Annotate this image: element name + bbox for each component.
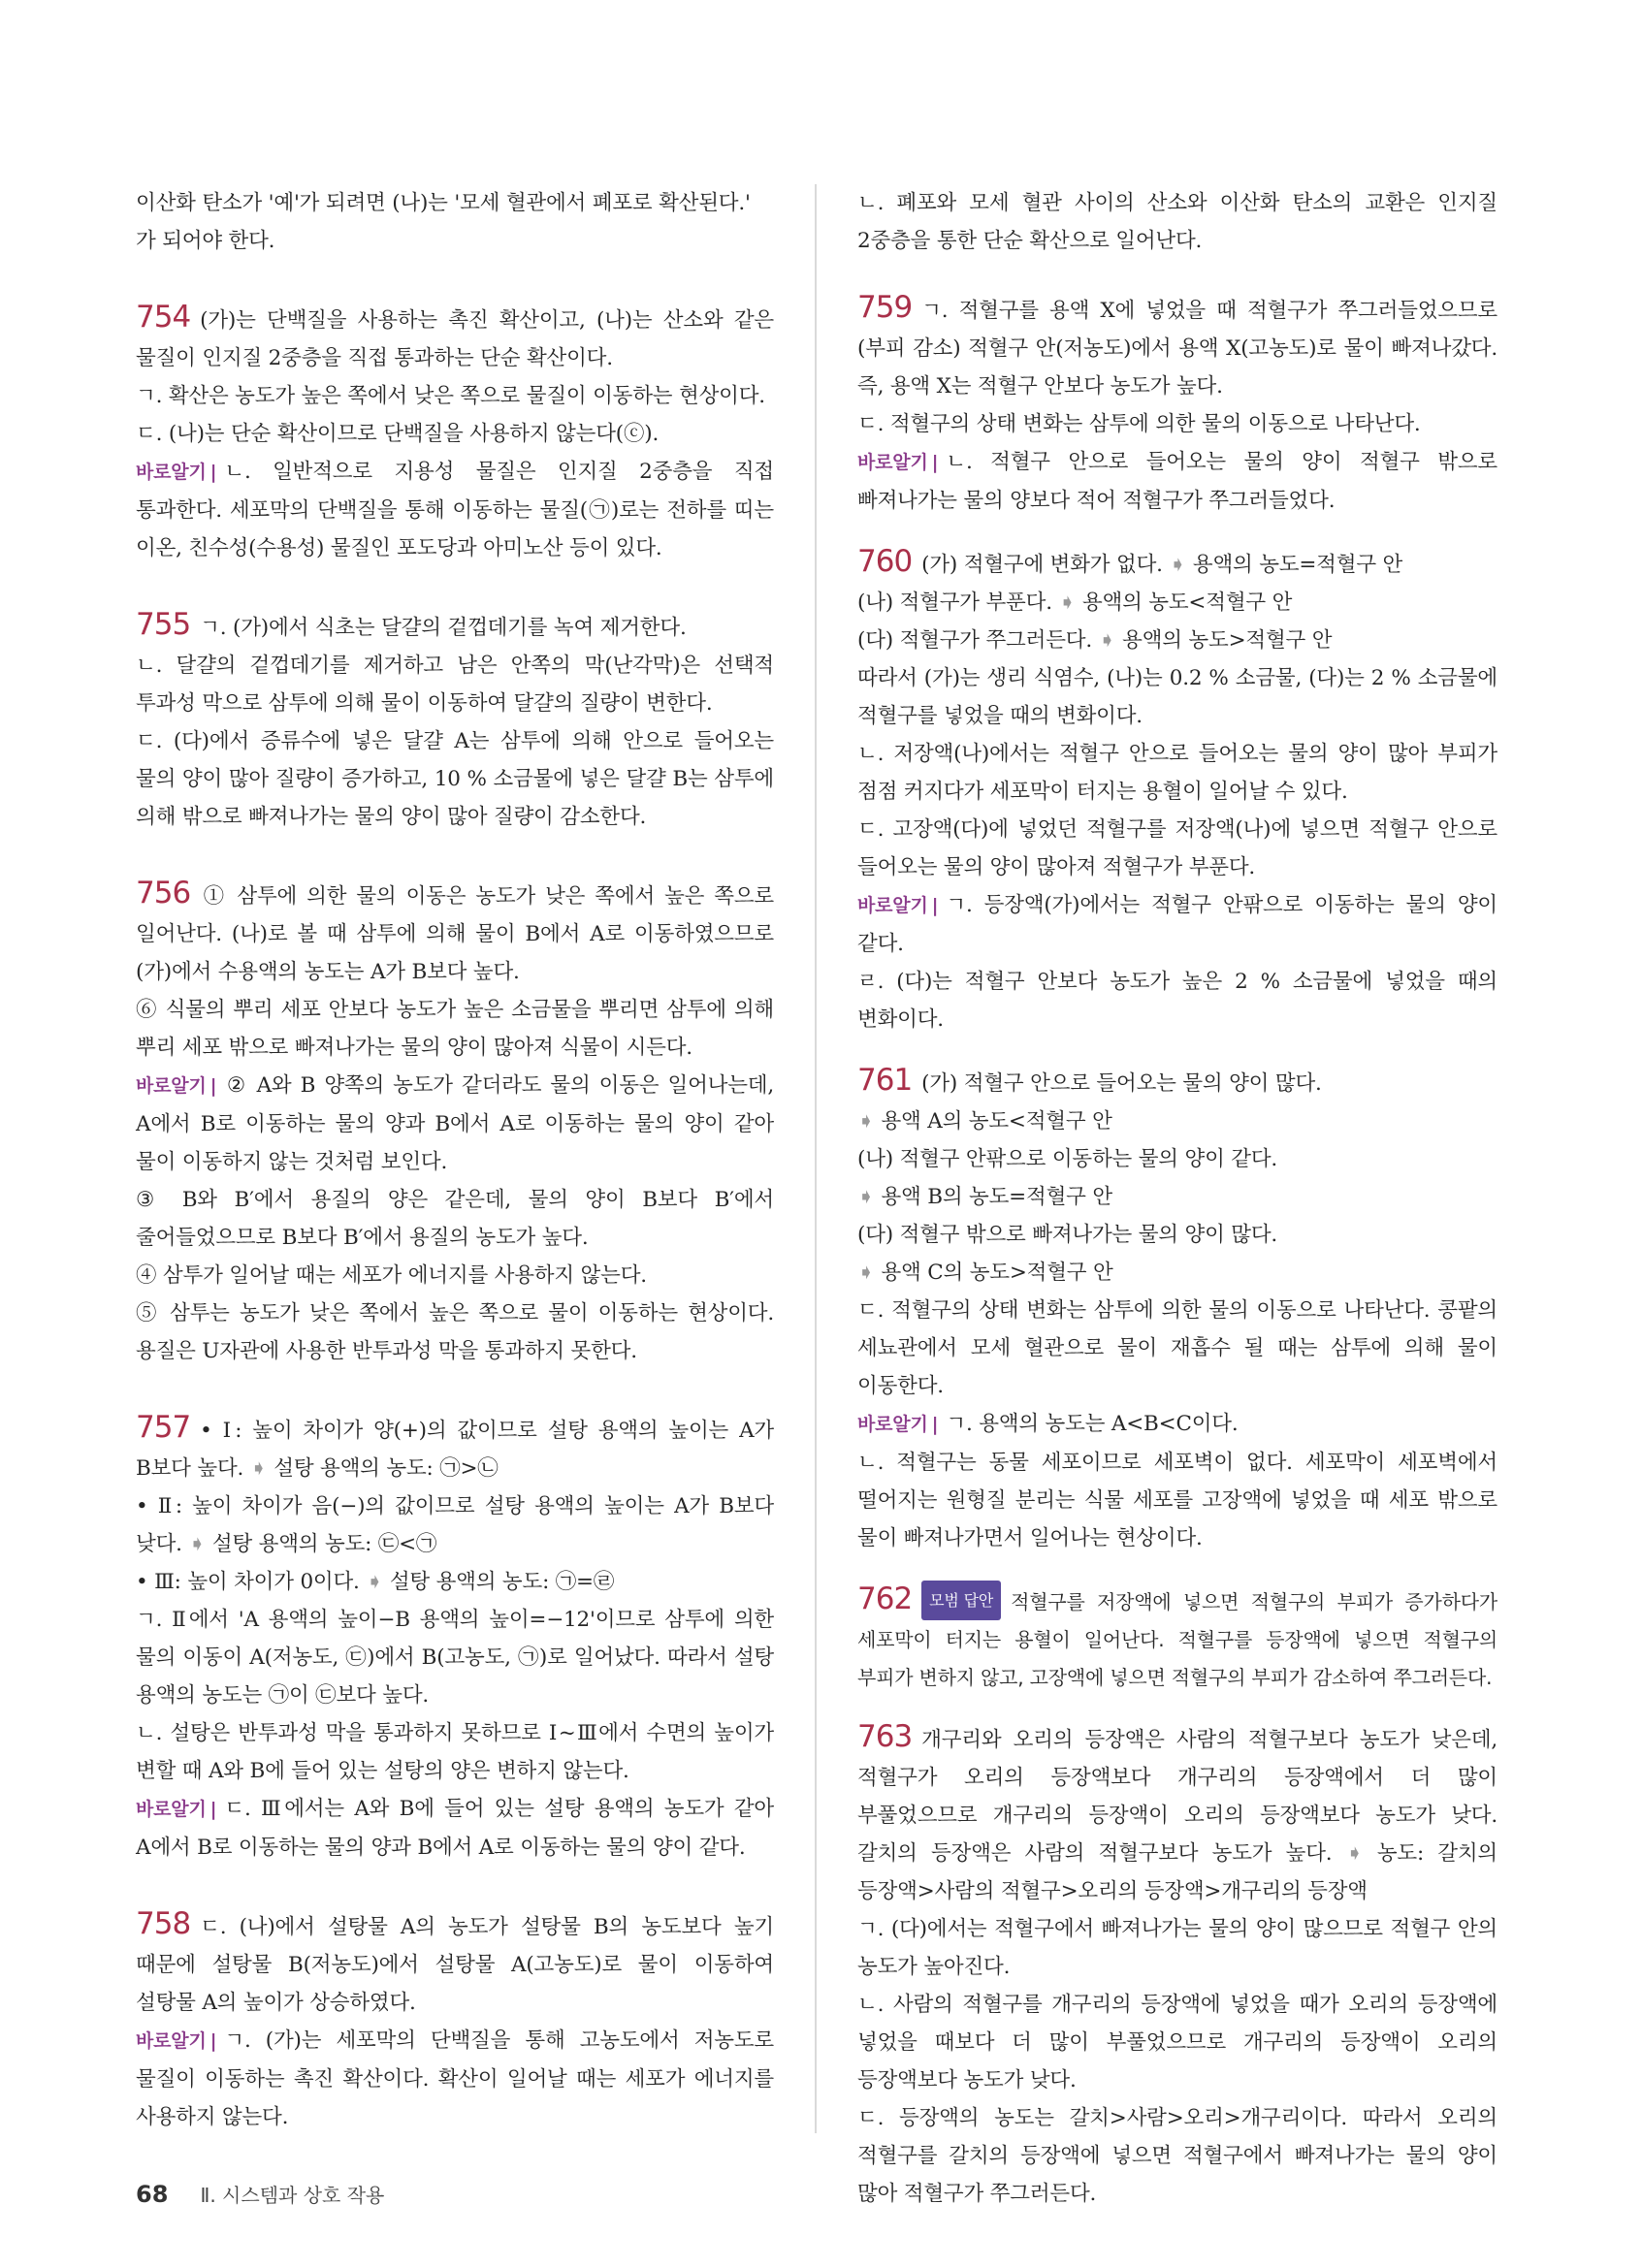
chapter-title: Ⅱ. 시스템과 상호 작용	[200, 2184, 385, 2207]
page-footer	[136, 2180, 384, 2208]
text-line: ㄷ. 고장액(다)에 넣었던 적혈구를 저장액(나)에 넣으면 적혈구 안으로 들어오는 물의 양이 많아져 적혈구가 부푼다.	[857, 817, 1497, 879]
answer-body: ㄱ. (가)에서 식초는 달걀의 겉껍데기를 녹여 제거한다.	[200, 616, 687, 640]
answer-text	[857, 1581, 1497, 1697]
correction-text: ㄴ. 일반적으로 지용성 물질은 인지질 2중층을 직접 통과한다. 세포막의 단백질을 통해 이동하는 물질(㉠)로는 전하를 띠는 이온, 친수성(수용성) 물질인 포도당과 아미노산 등이 있다.	[136, 460, 774, 560]
answer-758	[136, 1905, 774, 2136]
correction-label: 바로알기 |	[136, 1075, 217, 1097]
question-number: 756	[136, 876, 191, 910]
text-line: ㄷ. 등장액의 농도는 갈치>사람>오리>개구리이다. 따라서 오리의 적혈구를 갈치의 등장액에 넣으면 적혈구에서 빠져나가는 물의 양이 많아 적혈구가 쭈그러든다.	[857, 2106, 1497, 2206]
text-line: ㄷ. (다)에서 증류수에 넣은 달걀 A는 삼투에 의해 안으로 들어오는 물의 양이 많아 질량이 증가하고, 10 % 소금물에 넣은 달걀 B는 삼투에 의해 밖으로 빠져나가는 물의 양이 많아 질량이 감소한다.	[136, 729, 774, 829]
arrow-text: 용액의 농도>적혈구 안	[1122, 628, 1333, 653]
answer-body: 개구리와 오리의 등장액은 사람의 적혈구보다 농도가 낮은데, 적혈구가 오리의 등장액보다 개구리의 등장액에서 더 많이 부풀었으므로 개구리의 등장액이 오리의 등장액보다 농도가 낮다. 갈치의 등장액은 사람의 적혈구보다 농도가 높다.	[857, 1728, 1497, 1866]
right-column	[857, 184, 1497, 2252]
question-number: 761	[857, 1063, 913, 1098]
correction-line	[857, 1405, 1497, 1444]
correction-line	[857, 886, 1497, 963]
column-divider	[815, 184, 817, 2133]
answer-761	[857, 1062, 1497, 1557]
correction-text: ㄱ. 용액의 농도는 A<B<C이다.	[946, 1412, 1239, 1436]
arrow-icon: ➧	[857, 1109, 875, 1134]
answer-body: (가) 적혈구 안으로 들어오는 물의 양이 많다.	[921, 1071, 1322, 1096]
text-line: ㄴ. 달걀의 겉껍데기를 제거하고 남은 안쪽의 막(난각막)은 선택적 투과성 막으로 삼투에 의해 물이 이동하여 달걀의 질량이 변한다.	[136, 654, 774, 716]
answer-text	[136, 606, 774, 647]
text-line	[857, 1102, 1497, 1140]
arrow-text: 용액의 농도<적혈구 안	[1081, 591, 1293, 615]
answer-762	[857, 1581, 1497, 1697]
answer-body: ㄷ. (나)에서 설탕물 A의 농도가 설탕물 B의 농도보다 높기 때문에 설탕물 B(저농도)에서 설탕물 A(고농도)로 물이 이동하여 설탕물 A의 높이가 상승하였다.	[136, 1915, 774, 2015]
question-number: 759	[857, 290, 913, 325]
question-number: 758	[136, 1906, 191, 1941]
arrow-icon: ➧	[857, 1185, 875, 1209]
text-line: ㄷ. 적혈구의 상태 변화는 삼투에 의한 물의 이동으로 나타난다.	[857, 412, 1421, 436]
arrow-text: 용액 A의 농도<적혈구 안	[881, 1109, 1112, 1134]
correction-text: ㄱ. 등장액(가)에서는 적혈구 안팎으로 이동하는 물의 양이 같다.	[857, 893, 1497, 956]
arrow-icon: ➧	[857, 1261, 875, 1285]
text-line: ㄱ. 확산은 농도가 높은 쪽에서 낮은 쪽으로 물질이 이동하는 현상이다.	[136, 384, 765, 408]
answer-text	[136, 1409, 774, 1487]
text-line: ⑤ 삼투는 농도가 낮은 쪽에서 높은 쪽으로 물이 이동하는 현상이다. 용질은 U자관에 사용한 반투과성 막을 통과하지 못한다.	[136, 1301, 774, 1363]
question-number: 754	[136, 300, 191, 335]
correction-line	[857, 443, 1497, 520]
correction-text: ㄴ. 적혈구 안으로 들어오는 물의 양이 적혈구 밖으로 빠져나가는 물의 양보다 적어 적혈구가 쭈그러들었다.	[857, 450, 1497, 513]
question-number: 755	[136, 607, 191, 642]
answer-763	[857, 1718, 1497, 2213]
correction-label: 바로알기 |	[857, 452, 939, 473]
text-line: • Ⅱ: 높이 차이가 음(−)의 값이므로 설탕 용액의 높이는 A가 B보다 낮다. ➧ 설탕 용액의 농도: ㉢<㉠	[136, 1494, 774, 1556]
question-number: 760	[857, 544, 913, 579]
arrow-text: 설탕 용액의 농도: ㉠=㉣	[389, 1570, 615, 1594]
answer-759	[857, 289, 1497, 520]
text-line	[857, 1178, 1497, 1216]
correction-text: ㄷ. Ⅲ에서는 A와 B에 들어 있는 설탕 용액의 농도가 같아 A에서 B로 이동하는 물의 양과 B에서 A로 이동하는 물의 양이 같다.	[136, 1797, 774, 1860]
arrow-text: 용액의 농도=적혈구 안	[1192, 553, 1403, 577]
left-column	[136, 184, 774, 2175]
text-line: (나) 적혈구 안팎으로 이동하는 물의 양이 같다.	[857, 1147, 1278, 1171]
answer-760	[857, 543, 1497, 1038]
answer-757	[136, 1409, 774, 1867]
text-line: (나) 적혈구가 부푼다. ➧ 용액의 농도<적혈구 안	[857, 591, 1293, 615]
correction-label: 바로알기 |	[857, 895, 939, 916]
intro-block-left	[136, 184, 774, 260]
text-line: ㄷ. 적혈구의 상태 변화는 삼투에 의한 물의 이동으로 나타난다. 콩팥의 세뇨관에서 모세 혈관으로 물이 재흡수 될 때는 삼투에 의해 물이 이동한다.	[857, 1298, 1497, 1398]
question-number: 762	[857, 1581, 913, 1616]
answer-756	[136, 875, 774, 1370]
answer-text	[857, 543, 1497, 584]
arrow-icon: ➧	[1098, 628, 1116, 653]
text-line: ㄷ. (나)는 단순 확산이므로 단백질을 사용하지 않는다(ⓒ).	[136, 422, 660, 446]
correction-line	[136, 1067, 774, 1181]
text-line: ⑥ 식물의 뿌리 세포 안보다 농도가 높은 소금물을 뿌리면 삼투에 의해 뿌리 세포 밖으로 빠져나가는 물의 양이 많아져 식물이 시든다.	[136, 998, 774, 1060]
text-line	[857, 1254, 1497, 1292]
text-line: 따라서 (가)는 생리 식염수, (나)는 0.2 % 소금물, (다)는 2 % 소금물에 적혈구를 넣었을 때의 변화이다.	[857, 666, 1497, 728]
correction-label: 바로알기 |	[136, 462, 217, 483]
answer-body: (가) 적혈구에 변화가 없다.	[921, 553, 1163, 577]
model-answer-badge: 모범 답안	[921, 1581, 1001, 1620]
text-line: 이산화 탄소가 '예'가 되려면 (나)는 '모세 혈관에서 폐포로 확산된다.'	[136, 191, 751, 215]
page-number: 68	[136, 2181, 169, 2208]
text-line: ㄴ. 적혈구는 동물 세포이므로 세포벽이 없다. 세포막이 세포벽에서 떨어지는 원형질 분리는 식물 세포를 고장액에 넣었을 때 세포 밖으로 물이 빠져나가면서 일어나는 현상이다.	[857, 1451, 1497, 1550]
correction-line	[136, 2022, 774, 2136]
correction-label: 바로알기 |	[136, 2030, 217, 2052]
text-line: (다) 적혈구가 쭈그러든다. ➧ 용액의 농도>적혈구 안	[857, 628, 1333, 653]
answer-text	[136, 1905, 774, 2022]
answer-text	[857, 1718, 1497, 1910]
arrow-text: 농도: 갈치의 등장액>사람의 적혈구>오리의 등장액>개구리의 등장액	[857, 1841, 1497, 1903]
text-line: ㄴ. 사람의 적혈구를 개구리의 등장액에 넣었을 때가 오리의 등장액에 넣었을 때보다 더 많이 부풀었으므로 개구리의 등장액이 오리의 등장액보다 농도가 낮다.	[857, 1993, 1497, 2092]
text-line: ㄱ. Ⅱ에서 'A 용액의 높이−B 용액의 높이=−12'이므로 삼투에 의한 물의 이동이 A(저농도, ㉢)에서 B(고농도, ㉠)로 일어났다. 따라서 설탕 용액의 농도는 ㉠이 ㉢보다 높다.	[136, 1608, 774, 1708]
answer-text	[136, 299, 774, 377]
correction-label: 바로알기 |	[857, 1414, 939, 1435]
question-number: 757	[136, 1410, 191, 1445]
text-line: (다) 적혈구 밖으로 빠져나가는 물의 양이 많다.	[857, 1223, 1278, 1247]
text-line: ㄹ. (다)는 적혈구 안보다 농도가 높은 2 % 소금물에 넣었을 때의 변화이다.	[857, 970, 1497, 1032]
correction-text: ② A와 B 양쪽의 농도가 같더라도 물의 이동은 일어나는데, A에서 B로 이동하는 물의 양과 B에서 A로 이동하는 물의 양이 같아 물이 이동하지 않는 것처럼 보인다.	[136, 1073, 774, 1174]
text-line: • Ⅲ: 높이 차이가 0이다. ➧ 설탕 용액의 농도: ㉠=㉣	[136, 1570, 615, 1594]
answer-body: (가)는 단백질을 사용하는 촉진 확산이고, (나)는 산소와 같은 물질이 인지질 2중층을 직접 통과하는 단순 확산이다.	[136, 308, 774, 370]
text-line: ㄴ. 저장액(나)에서는 적혈구 안으로 들어오는 물의 양이 많아 부피가 점점 커지다가 세포막이 터지는 용혈이 일어날 수 있다.	[857, 742, 1497, 804]
correction-text: ㄱ. (가)는 세포막의 단백질을 통해 고농도에서 저농도로 물질이 이동하는 촉진 확산이다. 확산이 일어날 때는 세포가 에너지를 사용하지 않는다.	[136, 2028, 774, 2129]
answer-body: 적혈구를 저장액에 넣으면 적혈구의 부피가 증가하다가 세포막이 터지는 용혈이 일어난다. 적혈구를 등장액에 넣으면 적혈구의 부피가 변하지 않고, 고장액에 넣으면 적혈구의 부피가 감소하여 쭈그러든다.	[857, 1590, 1497, 1689]
arrow-icon: ➧	[1169, 553, 1187, 577]
correction-line	[136, 1790, 774, 1867]
answer-body: ① 삼투에 의한 물의 이동은 농도가 낮은 쪽에서 높은 쪽으로 일어난다. (나)로 볼 때 삼투에 의해 물이 B에서 A로 이동하였으므로 (가)에서 수용액의 농도는 A가 B보다 높다.	[136, 884, 774, 984]
correction-line	[136, 453, 774, 567]
arrow-icon: ➧	[1345, 1841, 1364, 1866]
answer-text	[857, 289, 1497, 405]
arrow-text: 용액 B의 농도=적혈구 안	[881, 1185, 1112, 1209]
text-line: ④ 삼투가 일어날 때는 세포가 에너지를 사용하지 않는다.	[136, 1263, 647, 1288]
text-line: 가 되어야 한다.	[136, 229, 275, 253]
arrow-icon: ➧	[366, 1570, 384, 1594]
arrow-text: 설탕 용액의 농도: ㉠>㉡	[274, 1456, 499, 1481]
answer-text	[857, 1062, 1497, 1102]
arrow-text: 설탕 용액의 농도: ㉢<㉠	[211, 1532, 437, 1556]
answer-text	[136, 875, 774, 991]
text-line: ㄴ. 폐포와 모세 혈관 사이의 산소와 이산화 탄소의 교환은 인지질 2중층을 통한 단순 확산으로 일어난다.	[857, 191, 1497, 253]
arrow-icon: ➧	[249, 1456, 268, 1481]
correction-label: 바로알기 |	[136, 1799, 217, 1820]
answer-body: • Ⅰ: 높이 차이가 양(+)의 값이므로 설탕 용액의 높이는 A가 B보다 높다.	[136, 1419, 774, 1481]
answer-755	[136, 606, 774, 836]
text-line: ③ B와 B′에서 용질의 양은 같은데, 물의 양이 B보다 B′에서 줄어들었으므로 B보다 B′에서 용질의 농도가 높다.	[136, 1188, 774, 1250]
intro-block-right	[857, 184, 1497, 260]
arrow-icon: ➧	[1058, 591, 1077, 615]
answer-754	[136, 299, 774, 567]
text-line: ㄱ. (다)에서는 적혈구에서 빠져나가는 물의 양이 많으므로 적혈구 안의 농도가 높아진다.	[857, 1917, 1497, 1979]
text-line: ㄴ. 설탕은 반투과성 막을 통과하지 못하므로 Ⅰ~Ⅲ에서 수면의 높이가 변할 때 A와 B에 들어 있는 설탕의 양은 변하지 않는다.	[136, 1721, 774, 1783]
arrow-icon: ➧	[188, 1532, 207, 1556]
question-number: 763	[857, 1719, 913, 1754]
answer-body: ㄱ. 적혈구를 용액 X에 넣었을 때 적혈구가 쭈그러들었으므로 (부피 감소) 적혈구 안(저농도)에서 용액 X(고농도)로 물이 빠져나갔다. 즉, 용액 X는 적혈구 안보다 농도가 높다.	[857, 299, 1497, 399]
arrow-text: 용액 C의 농도>적혈구 안	[881, 1261, 1113, 1285]
